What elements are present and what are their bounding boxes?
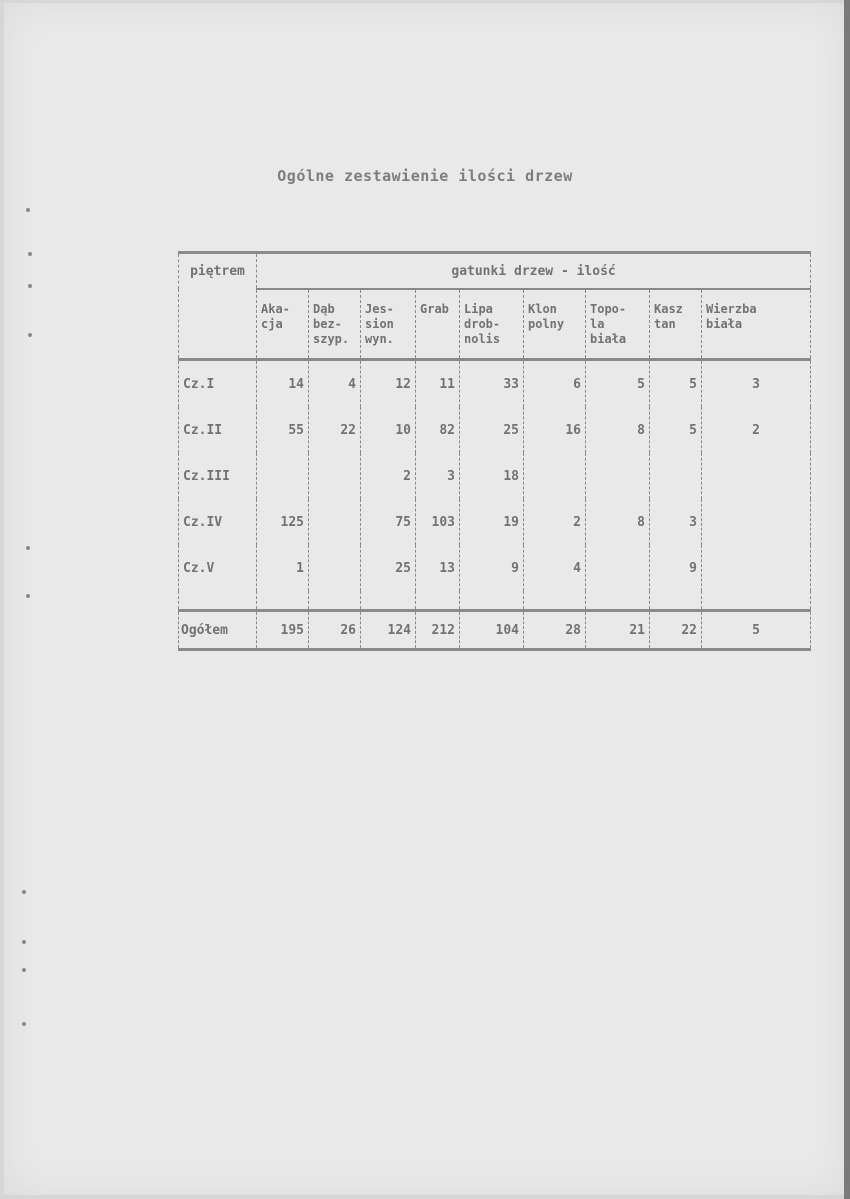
table-cell: 5	[586, 360, 650, 408]
table-cell	[586, 453, 650, 499]
species-header-line	[261, 332, 304, 347]
species-header-line: Aka-	[261, 301, 290, 316]
table-cell: 9	[460, 545, 524, 591]
species-header-line: Kasz	[654, 301, 683, 316]
species-group-header: gatunki drzew - ilość	[257, 253, 811, 290]
punch-hole	[26, 208, 30, 212]
species-header-line: nolis	[464, 331, 501, 346]
table-cell: 25	[460, 407, 524, 453]
species-header-0	[257, 289, 309, 360]
species-header-line: biała	[590, 331, 627, 346]
table-cell	[524, 453, 586, 499]
table-cell	[309, 545, 361, 591]
total-cell: 22	[650, 611, 702, 650]
table-cell: 55	[257, 407, 309, 453]
species-header-line: Wierzba	[706, 301, 757, 316]
table-cell: 19	[460, 499, 524, 545]
species-header-line: drob-	[464, 316, 501, 331]
species-header-line: Jes-	[365, 301, 394, 316]
table-cell: 4	[309, 360, 361, 408]
species-header-line	[528, 332, 581, 347]
species-header-line: polny	[528, 316, 565, 331]
table-cell: 11	[416, 360, 460, 408]
table-cell: 3	[702, 360, 811, 408]
corner-header: piętrem	[179, 253, 257, 290]
table-cell: 3	[416, 453, 460, 499]
table-cell: 82	[416, 407, 460, 453]
row-label: Cz.III	[179, 453, 257, 499]
corner-header-continued	[179, 289, 257, 360]
species-header-2	[361, 289, 416, 360]
table-cell	[309, 499, 361, 545]
table-cell: 4	[524, 545, 586, 591]
species-header-line	[420, 317, 455, 332]
total-cell: 124	[361, 611, 416, 650]
table-cell	[702, 499, 811, 545]
punch-hole	[22, 968, 26, 972]
table-cell: 75	[361, 499, 416, 545]
punch-hole	[22, 940, 26, 944]
total-cell: 195	[257, 611, 309, 650]
species-header-line: Lipa	[464, 301, 493, 316]
table-cell: 10	[361, 407, 416, 453]
total-cell: 21	[586, 611, 650, 650]
species-header-line	[654, 332, 697, 347]
table-cell: 14	[257, 360, 309, 408]
row-label: Cz.V	[179, 545, 257, 591]
total-cell: 104	[460, 611, 524, 650]
species-header-line: biała	[706, 316, 743, 331]
punch-hole	[22, 1022, 26, 1026]
total-cell: 212	[416, 611, 460, 650]
table-cell: 8	[586, 407, 650, 453]
table-row	[179, 360, 811, 408]
species-header-line: bez-	[313, 316, 342, 331]
species-header-row	[179, 289, 811, 360]
species-header-1	[309, 289, 361, 360]
table-cell: 8	[586, 499, 650, 545]
table-cell: 13	[416, 545, 460, 591]
table-cell	[257, 453, 309, 499]
table-cell: 3	[650, 499, 702, 545]
total-cell: 26	[309, 611, 361, 650]
total-cell: 28	[524, 611, 586, 650]
species-header-8	[702, 289, 811, 360]
species-header-4	[460, 289, 524, 360]
row-label: Cz.II	[179, 407, 257, 453]
species-header-line: Topo-	[590, 301, 627, 316]
table-cell: 1	[257, 545, 309, 591]
table-cell	[702, 453, 811, 499]
table-cell: 12	[361, 360, 416, 408]
punch-hole	[26, 594, 30, 598]
punch-hole	[28, 252, 32, 256]
total-cell: 5	[702, 611, 811, 650]
table-cell	[309, 453, 361, 499]
table-cell: 125	[257, 499, 309, 545]
punch-hole	[22, 890, 26, 894]
total-row	[179, 611, 811, 650]
table-row	[179, 545, 811, 591]
species-header-5	[524, 289, 586, 360]
table-cell	[702, 545, 811, 591]
table-row	[179, 453, 811, 499]
table-row	[179, 407, 811, 453]
table-cell: 2	[702, 407, 811, 453]
table-cell: 103	[416, 499, 460, 545]
table-cell: 22	[309, 407, 361, 453]
tree-count-table	[178, 251, 811, 651]
table-cell: 9	[650, 545, 702, 591]
total-label: Ogółem	[179, 611, 257, 650]
punch-hole	[26, 546, 30, 550]
table-cell	[586, 545, 650, 591]
species-header-3	[416, 289, 460, 360]
table-cell: 2	[361, 453, 416, 499]
table-cell: 6	[524, 360, 586, 408]
table-cell: 33	[460, 360, 524, 408]
table-row	[179, 499, 811, 545]
species-header-7	[650, 289, 702, 360]
row-label: Cz.IV	[179, 499, 257, 545]
row-label: Cz.I	[179, 360, 257, 408]
species-header-6	[586, 289, 650, 360]
species-header-line: wyn.	[365, 331, 394, 346]
table-cell: 25	[361, 545, 416, 591]
species-header-line: tan	[654, 316, 676, 331]
document-title: Ogólne zestawienie ilości drzew	[277, 167, 573, 185]
table-cell: 18	[460, 453, 524, 499]
species-header-line: cja	[261, 316, 283, 331]
table-cell: 2	[524, 499, 586, 545]
species-header-line: la	[590, 316, 605, 331]
species-header-line	[420, 332, 455, 347]
species-header-line: Dąb	[313, 301, 335, 316]
species-header-line: Grab	[420, 301, 449, 316]
table-spacer-row	[179, 591, 811, 611]
species-header-line	[706, 332, 806, 347]
table-cell: 16	[524, 407, 586, 453]
species-header-line: szyp.	[313, 331, 350, 346]
species-header-line: Klon	[528, 301, 557, 316]
table-cell	[650, 453, 702, 499]
table-cell: 5	[650, 360, 702, 408]
table-body	[179, 360, 811, 592]
species-header-line: sion	[365, 316, 394, 331]
punch-hole	[28, 284, 32, 288]
table-cell: 5	[650, 407, 702, 453]
punch-hole	[28, 333, 32, 337]
